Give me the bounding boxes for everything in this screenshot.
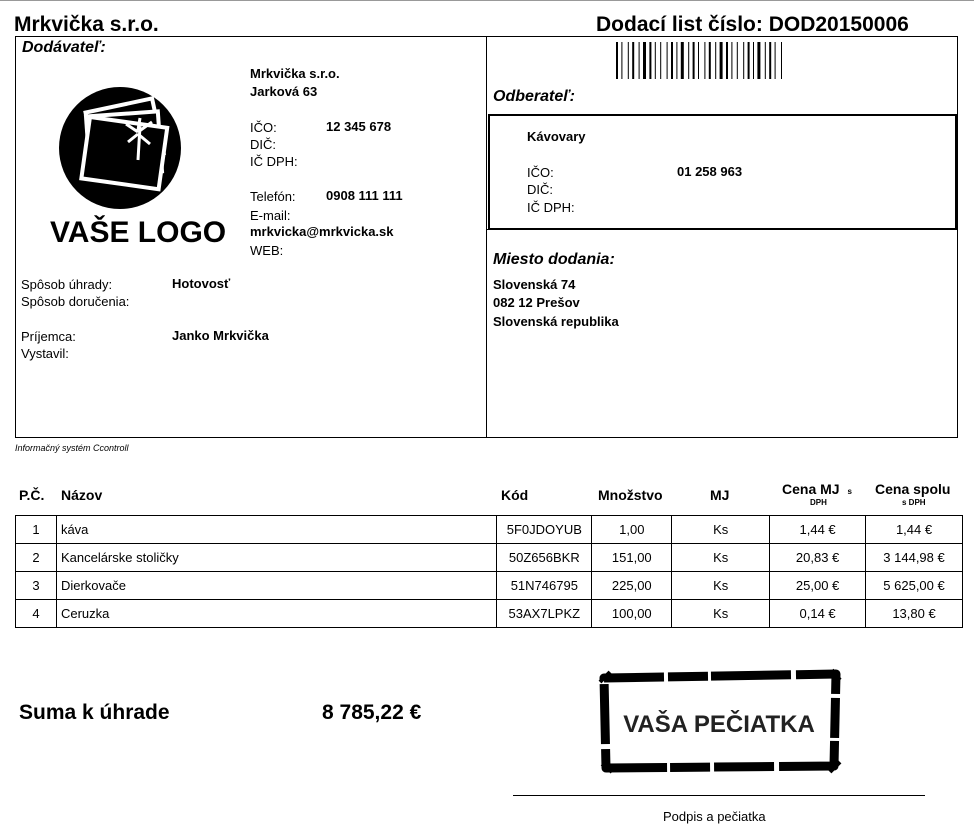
barcode-bar (671, 42, 673, 79)
barcode-bar (704, 42, 705, 79)
header-vertical-divider (486, 36, 487, 438)
supplier-icdph-label: IČ DPH: (250, 154, 298, 169)
total-label: Suma k úhrade (19, 701, 170, 724)
table-row (16, 544, 963, 572)
barcode-bar (748, 42, 750, 79)
table-row (16, 600, 963, 628)
logo-graphic (50, 60, 240, 250)
cell-total: 13,80 € (866, 600, 963, 628)
cell-name: Kancelárske stoličky (56, 544, 496, 572)
delivery-method-label: Spôsob doručenia: (21, 294, 130, 309)
payment-method-label: Spôsob úhrady: (21, 277, 113, 292)
col-header-total: Cena spolu (875, 481, 951, 497)
barcode-bar (649, 42, 651, 79)
cell-total: 5 625,00 € (866, 572, 963, 600)
supplier-web-label: WEB: (250, 243, 284, 258)
barcode-bar (753, 42, 754, 79)
barcode-bar (628, 42, 629, 79)
table-row (16, 572, 963, 600)
barcode-bar (681, 42, 684, 79)
barcode-bar (660, 42, 661, 79)
stamp-text: VAŠA PEČIATKA (623, 711, 815, 738)
cell-unit: Ks (672, 600, 770, 628)
customer-ico-value: 01 258 963 (677, 164, 743, 179)
system-note: Informačný systém Ccontroll (15, 443, 129, 453)
cell-unit-price: 1,44 € (770, 516, 866, 544)
cell-no: 2 (16, 544, 57, 572)
customer-dic-label: DIČ: (527, 182, 553, 197)
cell-code: 53AX7LPKZ (497, 600, 592, 628)
col-header-total-sub: s DPH (902, 498, 926, 507)
customer-ico-label: IČO: (527, 165, 554, 180)
supplier-heading: Dodávateľ: (22, 39, 106, 56)
barcode (616, 42, 852, 79)
page-top-border (0, 0, 974, 3)
cell-code: 5F0JDOYUB (497, 516, 592, 544)
col-header-unit-price-s: s (847, 487, 852, 496)
company-logo (50, 60, 240, 250)
table-row (16, 516, 963, 544)
cell-unit-price: 20,83 € (770, 544, 866, 572)
logo-text: VAŠE LOGO (50, 216, 227, 249)
cell-unit-price: 0,14 € (770, 600, 866, 628)
barcode-bar (616, 42, 618, 79)
barcode-graphic (616, 42, 852, 79)
delivery-line1: Slovenská 74 (493, 277, 576, 292)
stamp (596, 668, 842, 774)
barcode-bar (676, 42, 677, 79)
col-header-code: Kód (501, 487, 529, 503)
items-table (15, 515, 963, 628)
barcode-bar (632, 42, 634, 79)
recipient-value: Janko Mrkvička (172, 328, 269, 343)
cell-unit-price: 25,00 € (770, 572, 866, 600)
barcode-bar (698, 42, 699, 79)
cell-name: káva (56, 516, 496, 544)
cell-name: Ceruzka (56, 600, 496, 628)
barcode-bar (643, 42, 646, 79)
cell-qty: 1,00 (592, 516, 672, 544)
barcode-bar (726, 42, 728, 79)
supplier-ico-value: 12 345 678 (326, 119, 392, 134)
customer-name: Kávovary (527, 129, 586, 144)
cell-total: 1,44 € (866, 516, 963, 544)
supplier-dic-label: DIČ: (250, 137, 276, 152)
company-name: Mrkvička s.r.o. (14, 13, 159, 36)
cell-name: Dierkovače (56, 572, 496, 600)
document-title: Dodací list číslo: DOD20150006 (596, 13, 909, 36)
payment-method-value: Hotovosť (172, 276, 231, 291)
cell-code: 50Z656BKR (497, 544, 592, 572)
barcode-bar (709, 42, 711, 79)
barcode-bar (757, 42, 760, 79)
col-header-unit-price-sub: DPH (810, 498, 827, 507)
supplier-name: Mrkvička s.r.o. (250, 66, 340, 81)
total-value: 8 785,22 € (322, 701, 422, 724)
barcode-bar (775, 42, 776, 79)
signature-line (513, 795, 925, 796)
delivery-line3: Slovenská republika (493, 314, 619, 329)
barcode-bar (731, 42, 732, 79)
cell-code: 51N746795 (497, 572, 592, 600)
barcode-bar (639, 42, 640, 79)
cell-qty: 225,00 (592, 572, 672, 600)
signature-label: Podpis a pečiatka (663, 809, 766, 824)
barcode-bar (765, 42, 766, 79)
supplier-email-value: mrkvicka@mrkvicka.sk (250, 224, 394, 239)
col-header-unit-price-text: Cena MJ (782, 481, 840, 497)
stamp-graphic (596, 668, 842, 774)
cell-total: 3 144,98 € (866, 544, 963, 572)
cell-no: 4 (16, 600, 57, 628)
supplier-email-label: E-mail: (250, 208, 291, 223)
customer-icdph-label: IČ DPH: (527, 200, 575, 215)
barcode-bar (621, 42, 622, 79)
col-header-no: P.Č. (19, 487, 45, 503)
cell-unit: Ks (672, 516, 770, 544)
barcode-bar (693, 42, 695, 79)
barcode-bar (688, 42, 689, 79)
issued-by-label: Vystavil: (21, 346, 69, 361)
barcode-bar (667, 42, 668, 79)
cell-unit: Ks (672, 544, 770, 572)
barcode-bar (781, 42, 782, 79)
delivery-line2: 082 12 Prešov (493, 295, 580, 310)
cell-no: 3 (16, 572, 57, 600)
supplier-phone-label: Telefón: (250, 189, 296, 204)
barcode-bar (769, 42, 771, 79)
barcode-bar (743, 42, 744, 79)
supplier-ico-label: IČO: (250, 120, 277, 135)
supplier-phone-value: 0908 111 111 (326, 188, 403, 203)
barcode-bar (715, 42, 716, 79)
recipient-label: Príjemca: (21, 329, 76, 344)
delivery-heading: Miesto dodania: (493, 251, 615, 268)
barcode-bar (720, 42, 723, 79)
cell-qty: 151,00 (592, 544, 672, 572)
customer-heading: Odberateľ: (493, 88, 575, 105)
col-header-name: Názov (61, 487, 103, 503)
col-header-unit: MJ (710, 487, 730, 503)
cell-no: 1 (16, 516, 57, 544)
cell-qty: 100,00 (592, 600, 672, 628)
supplier-street: Jarková 63 (250, 84, 318, 99)
barcode-bar (737, 42, 738, 79)
col-header-qty: Množstvo (598, 487, 663, 503)
col-header-unit-price (782, 481, 852, 497)
barcode-bar (655, 42, 656, 79)
cell-unit: Ks (672, 572, 770, 600)
